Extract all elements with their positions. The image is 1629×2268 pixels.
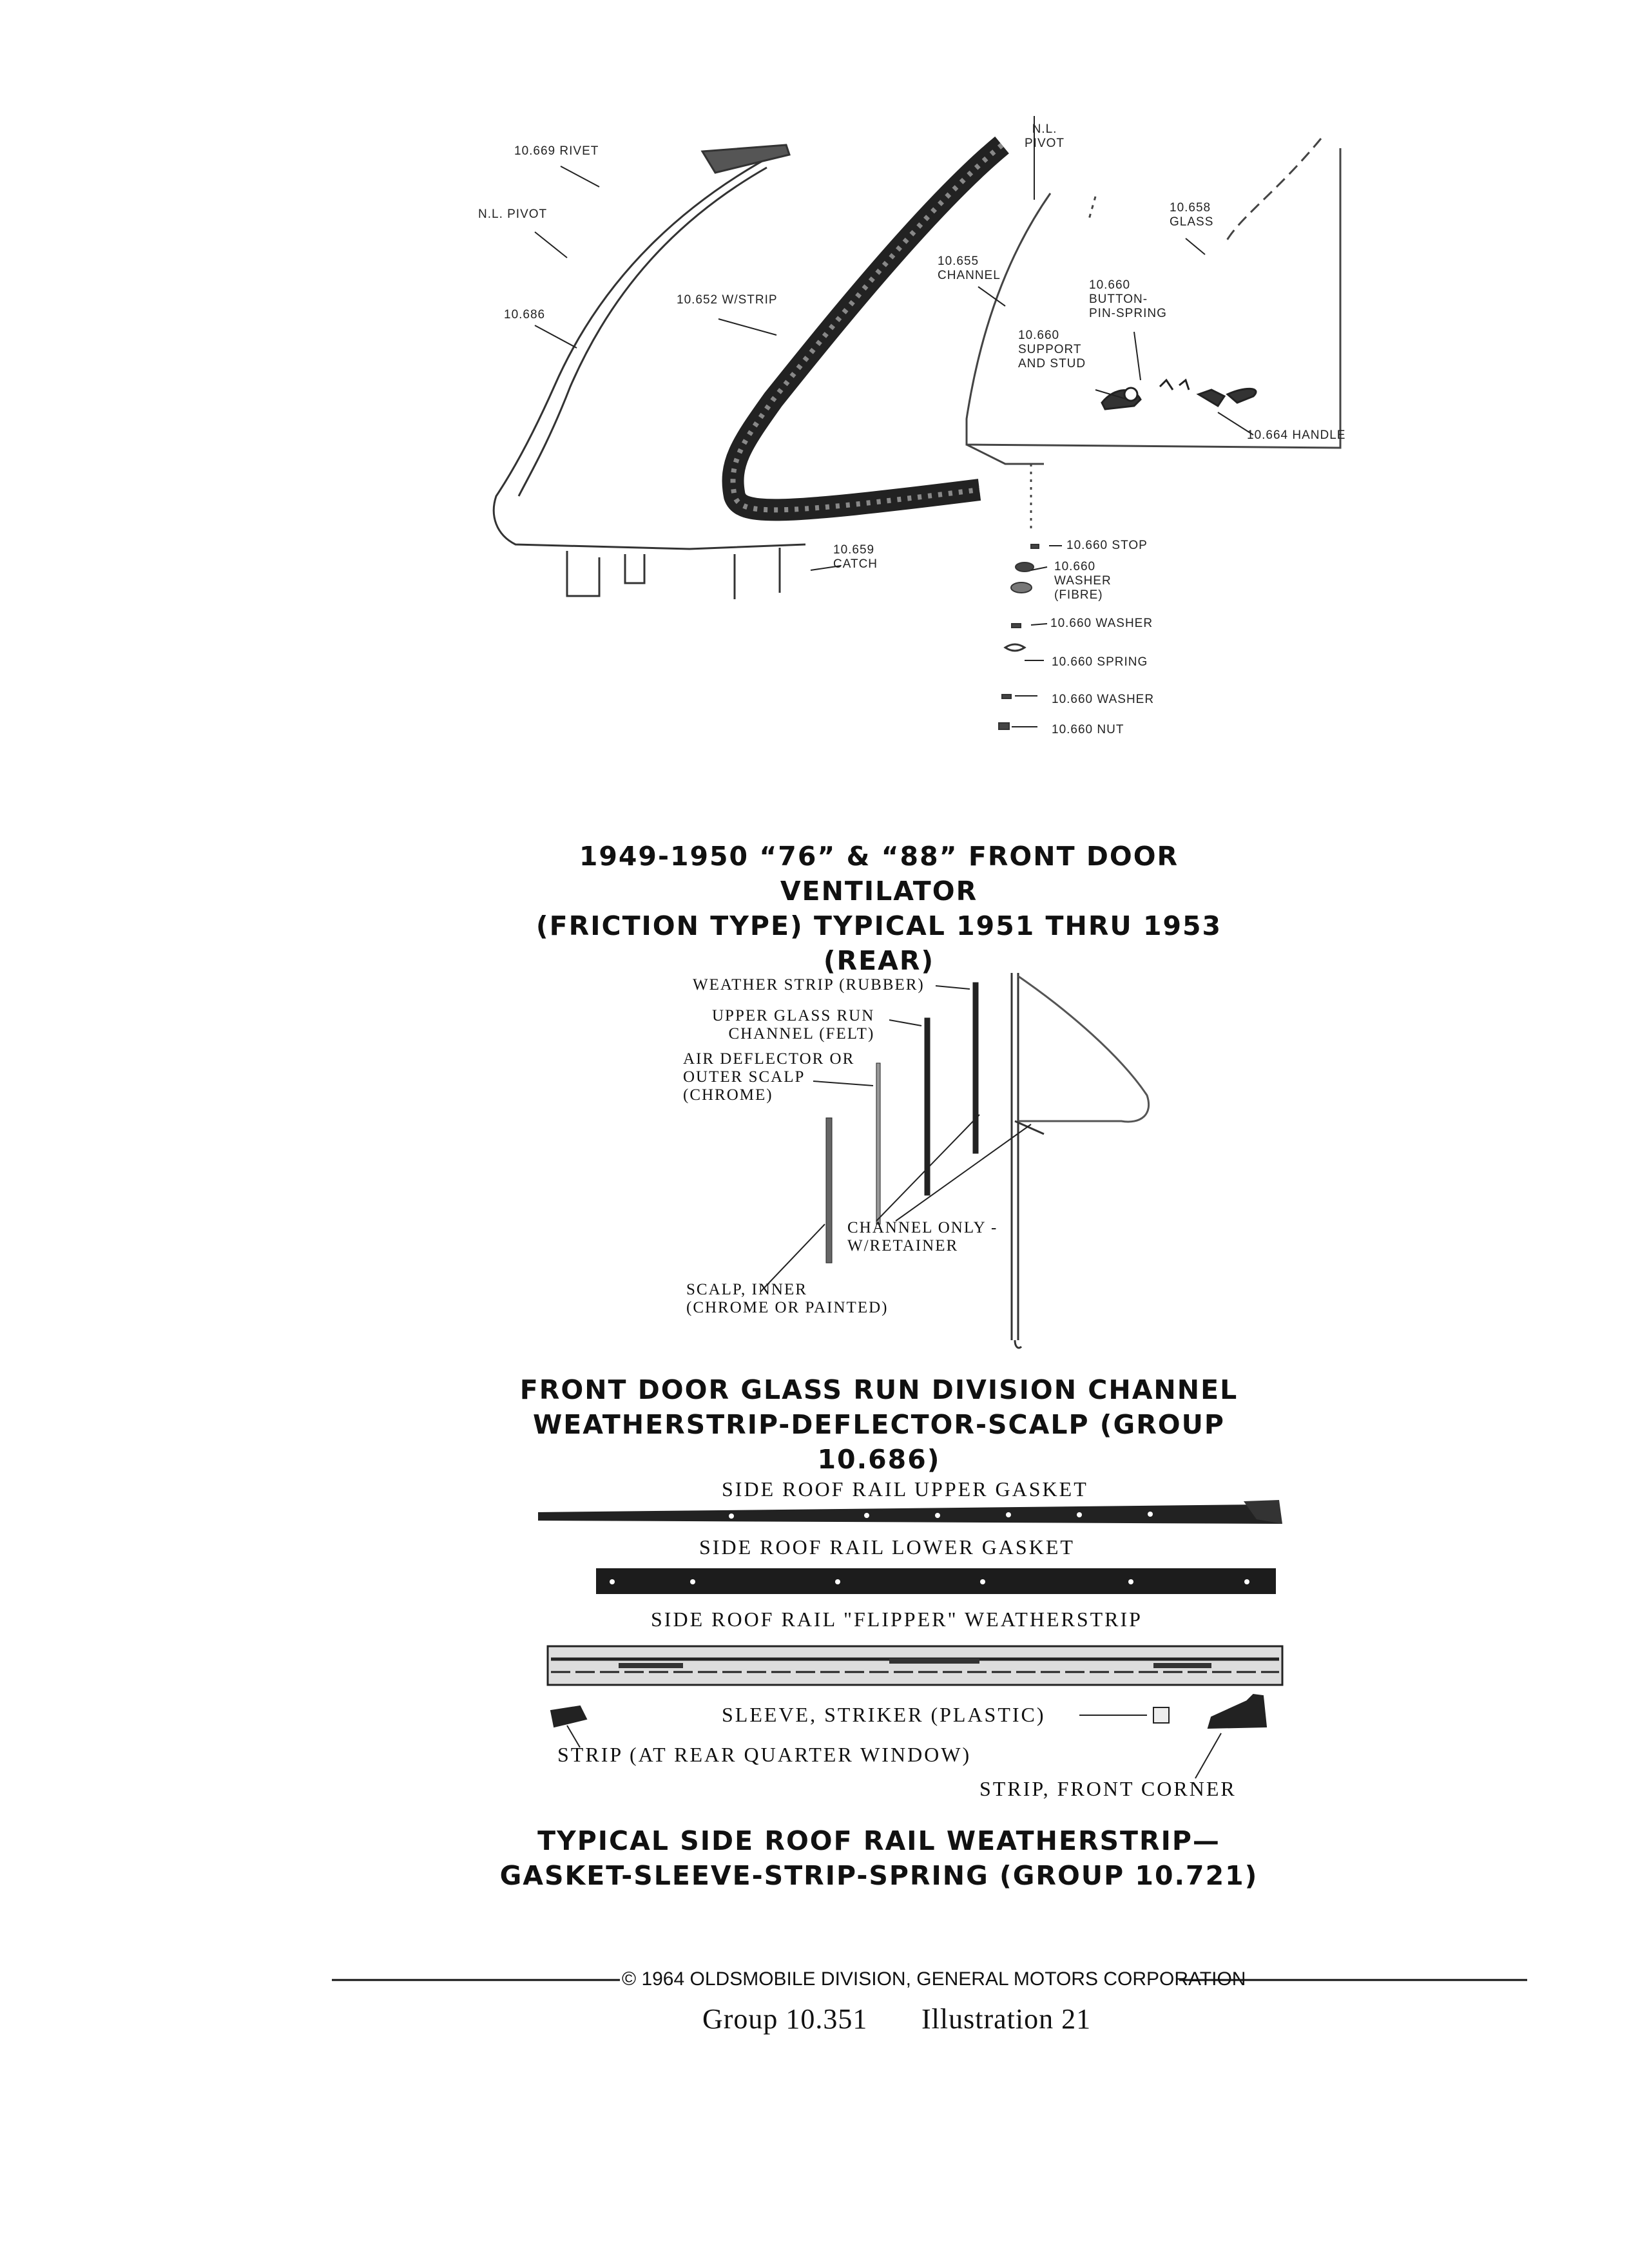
label-button-pin-spring: 10.660 BUTTON- PIN-SPRING xyxy=(1089,278,1167,320)
label-channel-only: CHANNEL ONLY - W/RETAINER xyxy=(847,1219,998,1254)
label-strip-front-corner: STRIP, FRONT CORNER xyxy=(979,1777,1237,1800)
label-catch: 10.659 CATCH xyxy=(833,543,878,571)
label-glass: 10.658 GLASS xyxy=(1170,201,1214,229)
label-scalp-inner: SCALP, INNER (CHROME OR PAINTED) xyxy=(686,1281,889,1316)
caption-glass-run-division-channel: FRONT DOOR GLASS RUN DIVISION CHANNEL WEATHERSTRIP-DEFLECTOR-SCALP (GROUP 10.686) xyxy=(519,1374,1239,1475)
footer-copyright: © 1964 OLDSMOBILE DIVISION, GENERAL MOTORS CORPORATION xyxy=(622,1968,1246,1990)
label-sleeve-striker: SLEEVE, STRIKER (PLASTIC) xyxy=(722,1703,1046,1726)
label-washer-2: 10.660 WASHER xyxy=(1052,693,1155,706)
label-strip-rear-quarter: STRIP (AT REAR QUARTER WINDOW) xyxy=(557,1743,972,1766)
label-frame: 10.686 xyxy=(504,308,546,322)
label-handle: 10.664 HANDLE xyxy=(1247,428,1346,442)
label-rivet: 10.669 RIVET xyxy=(514,144,599,158)
weatherstrip-drawing xyxy=(733,145,1003,510)
label-flipper-weatherstrip: SIDE ROOF RAIL "FLIPPER" WEATHERSTRIP xyxy=(651,1608,1142,1631)
lower-gasket-drawing xyxy=(596,1568,1276,1594)
footer-group-number: Group 10.351 xyxy=(702,2003,868,2035)
glass-run-channel-drawing xyxy=(1012,973,1149,1348)
caption-front-door-ventilator: 1949-1950 “76” & “88” FRONT DOOR VENTILATOR (FRICTION TYPE) TYPICAL 1951 THRU 1953 (REAR) xyxy=(535,841,1222,976)
leader-lines-1 xyxy=(535,116,1253,727)
footer-illustration-number: Illustration 21 xyxy=(921,2003,1092,2035)
label-washer-fibre: 10.660 WASHER (FIBRE) xyxy=(1054,560,1112,602)
label-upper-glass-run-channel: UPPER GLASS RUN CHANNEL (FELT) xyxy=(712,1007,875,1043)
label-pivot-top: N.L. PIVOT xyxy=(1025,122,1065,150)
label-spring: 10.660 SPRING xyxy=(1052,655,1148,669)
label-support-stud: 10.660 SUPPORT AND STUD xyxy=(1018,329,1086,370)
label-upper-gasket: SIDE ROOF RAIL UPPER GASKET xyxy=(722,1477,1088,1501)
label-channel: 10.655 CHANNEL xyxy=(938,255,1001,282)
label-lower-gasket: SIDE ROOF RAIL LOWER GASKET xyxy=(699,1535,1075,1559)
handle-parts-drawing xyxy=(1102,380,1256,409)
label-washer-1: 10.660 WASHER xyxy=(1050,617,1153,630)
label-weatherstrip: 10.652 W/STRIP xyxy=(677,293,778,307)
caption-side-roof-rail: TYPICAL SIDE ROOF RAIL WEATHERSTRIP— GASKET-SLEEVE-STRIP-SPRING (GROUP 10.721) xyxy=(499,1825,1258,1891)
small-parts-drawing xyxy=(999,544,1039,729)
label-stop: 10.660 STOP xyxy=(1066,539,1148,552)
label-weather-strip-rubber: WEATHER STRIP (RUBBER) xyxy=(693,976,925,994)
flipper-weatherstrip-drawing xyxy=(548,1646,1282,1685)
upper-gasket-drawing xyxy=(538,1500,1282,1524)
label-nut: 10.660 NUT xyxy=(1052,723,1124,736)
label-pivot-left: N.L. PIVOT xyxy=(478,207,548,221)
label-air-deflector: AIR DEFLECTOR OR OUTER SCALP (CHROME) xyxy=(683,1050,855,1104)
